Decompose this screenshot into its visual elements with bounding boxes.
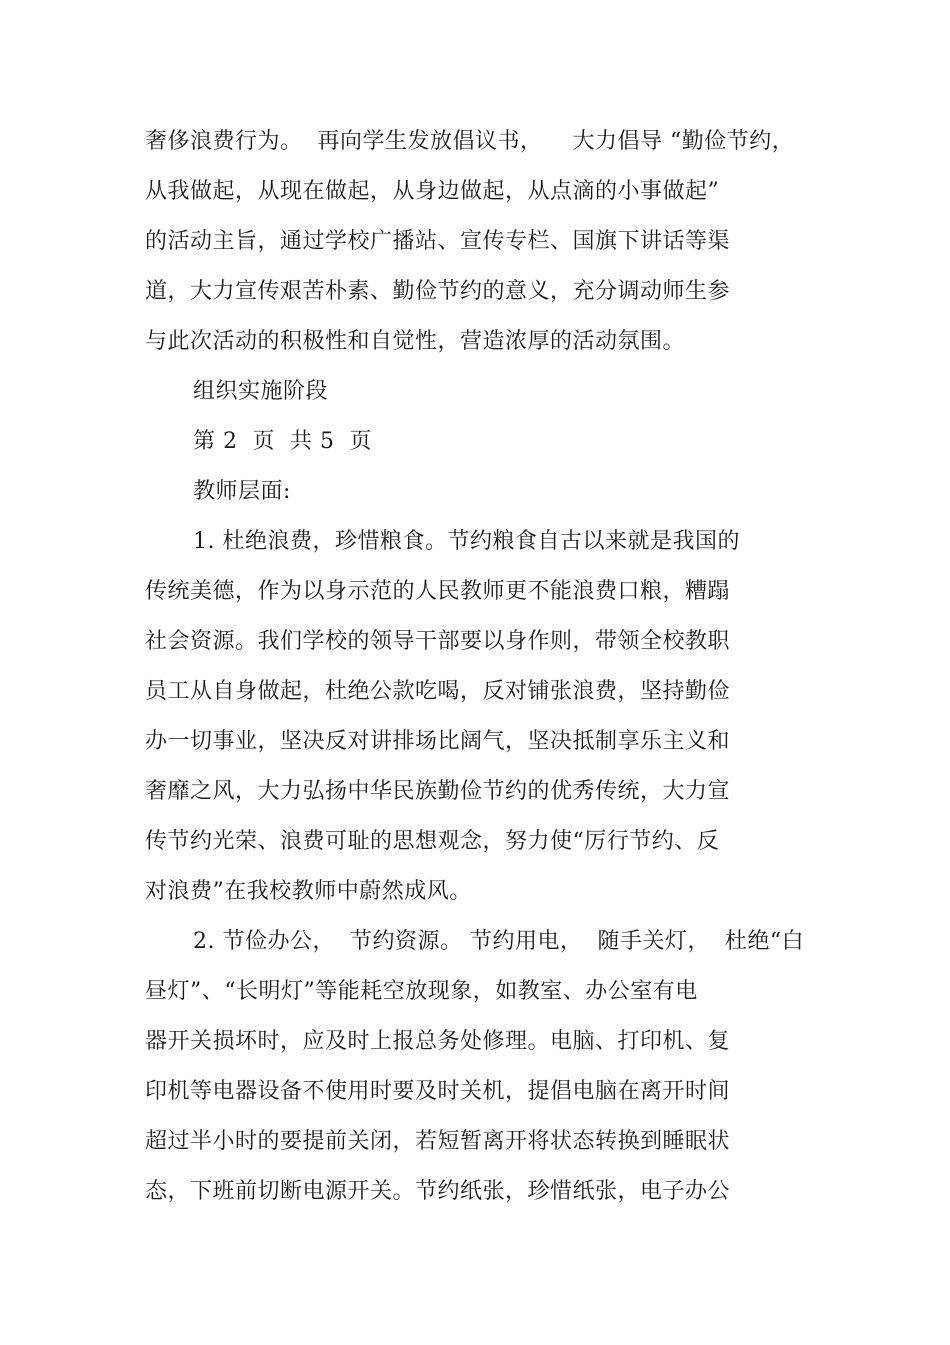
section-heading: 组织实施阶段 (193, 379, 329, 404)
paragraph-line: 从我做起，从现在做起，从身边做起，从点滴的小事做起” (145, 179, 720, 204)
paragraph-line: 社会资源。我们学校的领导干部要以身作则，带领全校教职 (145, 629, 731, 654)
paragraph-line: 传统美德，作为以身示范的人民教师更不能浪费口粮，糟蹋 (145, 579, 731, 604)
paragraph-line: 1. 杜绝浪费，珍惜粮食。节约粮食自古以来就是我国的 (193, 529, 740, 554)
paragraph-line: 印机等电器设备不使用时要及时关机，提倡电脑在离开时间 (145, 1079, 731, 1104)
paragraph-line: 员工从自身做起，杜绝公款吃喝，反对铺张浪费，坚持勤俭 (145, 679, 731, 704)
paragraph-line: 奢靡之风，大力弘扬中华民族勤俭节约的优秀传统，大力宣 (145, 779, 731, 804)
paragraph-line: 传节约光荣、浪费可耻的思想观念，努力使“厉行节约、反 (145, 829, 720, 854)
paragraph-line: 器开关损坏时，应及时上报总务处修理。电脑、打印机、复 (145, 1029, 731, 1054)
page-number: 第 2 页 共 5 页 (193, 429, 372, 454)
paragraph-line: 奢侈浪费行为。 再向学生发放倡议书， 大力倡导 “勤俭节约， (145, 129, 795, 154)
paragraph-line: 道，大力宣传艰苦朴素、勤俭节约的意义，充分调动师生参 (145, 279, 731, 304)
paragraph-line: 超过半小时的要提前关闭，若短暂离开将状态转换到睡眠状 (145, 1129, 731, 1154)
paragraph-line: 2. 节俭办公， 节约资源。 节约用电， 随手关灯， 杜绝“白 (193, 929, 805, 954)
paragraph-line: 的活动主旨，通过学校广播站、宣传专栏、国旗下讲话等渠 (145, 229, 731, 254)
paragraph-line: 与此次活动的积极性和自觉性，营造浓厚的活动氛围。 (145, 329, 686, 354)
subsection-heading: 教师层面: (193, 479, 291, 504)
paragraph-line: 办一切事业，坚决反对讲排场比阔气，坚决抵制享乐主义和 (145, 729, 731, 754)
paragraph-line: 对浪费”在我校教师中蔚然成风。 (145, 879, 472, 904)
paragraph-line: 态，下班前切断电源开关。节约纸张，珍惜纸张，电子办公 (145, 1179, 731, 1204)
paragraph-line: 昼灯”、“长明灯”等能耗空放现象，如教室、办公室有电 (145, 979, 698, 1004)
